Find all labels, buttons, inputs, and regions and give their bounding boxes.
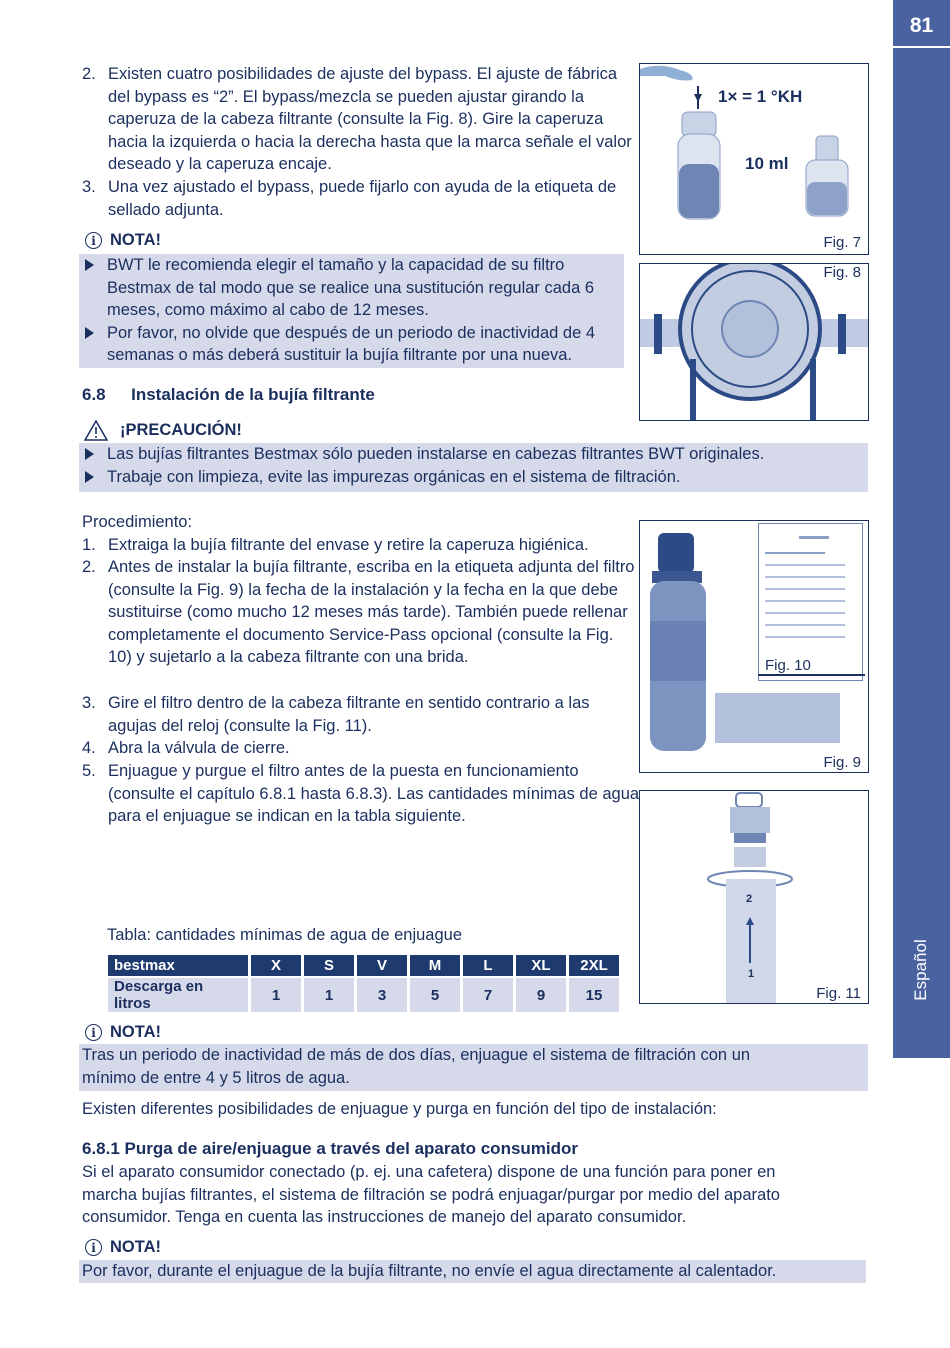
side-tab-label: Español bbox=[911, 939, 930, 1001]
table-cell: 15 bbox=[569, 978, 619, 1012]
figure-9 bbox=[639, 520, 869, 773]
table-cell: Descarga en litros bbox=[108, 978, 248, 1012]
table-header-cell: X bbox=[251, 955, 301, 976]
list-number: 3. bbox=[82, 178, 96, 196]
table-cell: 7 bbox=[463, 978, 513, 1012]
list-text: Antes de instalar la bujía filtrante, escriba en la etiqueta adjunta del filtro (consulte la Fig. 9) la fecha de la instalación y la fecha en la que debe sustituirse (como mucho 12 meses más tarde). También puede rellenar completamente el documento Service-Pass opcional (consulte la Fig. 10) y sujetarlo a la cabeza filtrante con una brida. bbox=[108, 558, 635, 667]
list-number: 4. bbox=[82, 739, 96, 757]
caution-bullet-item bbox=[79, 443, 868, 466]
subsection-title: 6.8.1 Purga de aire/enjuague a través del aparato consumidor bbox=[82, 1139, 579, 1158]
list-item bbox=[82, 556, 637, 669]
fig7-label: Fig. 7 bbox=[823, 234, 861, 251]
list-text: Extraiga la bujía filtrante del envase y retire la caperuza higiénica. bbox=[108, 536, 589, 554]
note-text: Por favor, durante el enjuague de la bujía filtrante, no envíe el agua directamente al calentador. bbox=[82, 1262, 777, 1280]
info-icon: i bbox=[85, 1024, 102, 1041]
caution-bullet-text: Trabaje con limpieza, evite las impurezas orgánicas en el sistema de filtración. bbox=[107, 467, 681, 486]
table-cell: 1 bbox=[304, 978, 354, 1012]
list-number: 5. bbox=[82, 762, 96, 780]
figure-divider bbox=[758, 674, 865, 676]
note-text: Tras un periodo de inactividad de más de dos días, enjuague el sistema de filtración con un mínimo de entre 4 y 5 litros de agua. bbox=[82, 1046, 751, 1087]
table-cell: 3 bbox=[357, 978, 407, 1012]
list-item bbox=[82, 176, 642, 221]
list-text: Gire el filtro dentro de la cabeza filtrante en sentido contrario a las agujas del reloj (consulte la Fig. 11). bbox=[108, 694, 590, 735]
table-header-cell: L bbox=[463, 955, 513, 976]
table-caption: Tabla: cantidades mínimas de agua de enjuague bbox=[107, 926, 462, 944]
caution-heading bbox=[84, 420, 242, 441]
fig9-label: Fig. 9 bbox=[823, 754, 861, 771]
list-number: 2. bbox=[82, 558, 96, 576]
fig10-label: Fig. 10 bbox=[765, 657, 811, 674]
note-bullet-item bbox=[79, 254, 624, 322]
table-cell: 9 bbox=[516, 978, 566, 1012]
list-text: Una vez ajustado el bypass, puede fijarlo con ayuda de la etiqueta de sellado adjunta. bbox=[108, 178, 617, 219]
rinse-table bbox=[105, 953, 622, 1014]
table-header-cell: XL bbox=[516, 955, 566, 976]
procedure-label: Procedimiento: bbox=[82, 513, 193, 531]
list-item bbox=[82, 760, 642, 828]
list-number: 1. bbox=[82, 536, 96, 554]
bullet-arrow-icon bbox=[85, 327, 94, 339]
note-bullet-text: Por favor, no olvide que después de un periodo de inactividad de 4 semanas o más deberá sustituir la bujía filtrante por una nueva. bbox=[107, 323, 596, 365]
fig11-mark-top: 2 bbox=[746, 893, 753, 905]
page-number: 81 bbox=[909, 14, 934, 37]
caution-title: ¡PRECAUCIÓN! bbox=[120, 421, 242, 439]
caution-bullet-item bbox=[79, 466, 868, 489]
list-number: 3. bbox=[82, 694, 96, 712]
figure-8 bbox=[639, 263, 869, 421]
figure-7 bbox=[639, 63, 869, 255]
fig8-label: Fig. 8 bbox=[823, 264, 861, 281]
table-header-cell: 2XL bbox=[569, 955, 619, 976]
list-item bbox=[82, 534, 642, 557]
section-title: Instalación de la bujía filtrante bbox=[131, 385, 375, 404]
subsection-text: Si el aparato consumidor conectado (p. ej. una cafetera) dispone de una función para poner en marcha bujías filtrantes, el sistema de filtración se podrá enjuagar/purgar por medio del aparato consumidor. Tenga en cuenta las instrucciones de manejo del aparato consumidor. bbox=[82, 1163, 780, 1227]
note-title: NOTA! bbox=[110, 1023, 162, 1041]
fig11-label: Fig. 11 bbox=[816, 985, 861, 1002]
warning-triangle-icon bbox=[84, 420, 108, 441]
table-header-row bbox=[108, 955, 619, 976]
note-title: NOTA! bbox=[110, 1238, 162, 1256]
list-item bbox=[82, 737, 642, 760]
fig11-mark-bottom: 1 bbox=[748, 968, 755, 980]
bullet-arrow-icon bbox=[85, 259, 94, 271]
side-tab-border bbox=[893, 46, 950, 48]
list-item bbox=[82, 692, 642, 737]
info-icon: i bbox=[85, 1239, 102, 1256]
note-heading bbox=[85, 1238, 161, 1257]
caution-bullet-text: Las bujías filtrantes Bestmax sólo pueden instalarse en cabezas filtrantes BWT originales. bbox=[107, 445, 765, 463]
note-heading bbox=[85, 231, 161, 250]
info-icon: i bbox=[85, 232, 102, 249]
rinse-intro: Existen diferentes posibilidades de enjuague y purga en función del tipo de instalación: bbox=[82, 1100, 717, 1118]
table-header-cell: S bbox=[304, 955, 354, 976]
section-number: 6.8 bbox=[82, 385, 106, 404]
fig7-volume: 10 ml bbox=[745, 154, 789, 173]
fig7-formula: 1× = 1 °KH bbox=[718, 87, 803, 106]
list-text: Existen cuatro posibilidades de ajuste del bypass. El ajuste de fábrica del bypass es “2”. El bypass/mezcla se pueden ajustar girando la caperuza de la cabeza filtrante (consulte la Fig. 8). Gire la caperuza hacia la izquierda o hacia la derecha hasta que la marca señale el valor deseado y la caperuza encaje. bbox=[108, 65, 632, 174]
list-text: Enjuague y purgue el filtro antes de la puesta en funcionamiento (consulte el capítulo 6.8.1 hasta 6.8.3). Las cantidades mínimas de agua para el enjuague se indican en la tabla siguiente. bbox=[108, 762, 640, 826]
table-header-cell: bestmax bbox=[108, 955, 248, 976]
note-bullet-text: BWT le recomienda elegir el tamaño y la capacidad de su filtro Bestmax de tal modo que se realice una sustitución regular cada 6 meses, como máximo al cabo de 12 meses. bbox=[107, 256, 595, 320]
filter-label-tag bbox=[715, 693, 840, 743]
side-tab bbox=[893, 0, 950, 1058]
list-number: 2. bbox=[82, 65, 96, 83]
note-bullet-item bbox=[79, 322, 624, 367]
section-heading bbox=[82, 385, 375, 405]
note-heading bbox=[85, 1023, 161, 1042]
table-cell: 5 bbox=[410, 978, 460, 1012]
list-text: Abra la válvula de cierre. bbox=[108, 739, 290, 757]
table-header-cell: V bbox=[357, 955, 407, 976]
caution-box bbox=[79, 443, 868, 492]
list-item bbox=[82, 63, 642, 176]
note-box bbox=[79, 1260, 866, 1283]
bullet-arrow-icon bbox=[85, 471, 94, 483]
bypass-head-illustration bbox=[640, 264, 868, 420]
table-row bbox=[108, 978, 619, 1012]
note-title: NOTA! bbox=[110, 231, 162, 249]
table-header-cell: M bbox=[410, 955, 460, 976]
figure-11 bbox=[639, 790, 869, 1004]
note-box bbox=[79, 1044, 868, 1091]
table-cell: 1 bbox=[251, 978, 301, 1012]
bullet-arrow-icon bbox=[85, 448, 94, 460]
note-box bbox=[79, 254, 624, 368]
